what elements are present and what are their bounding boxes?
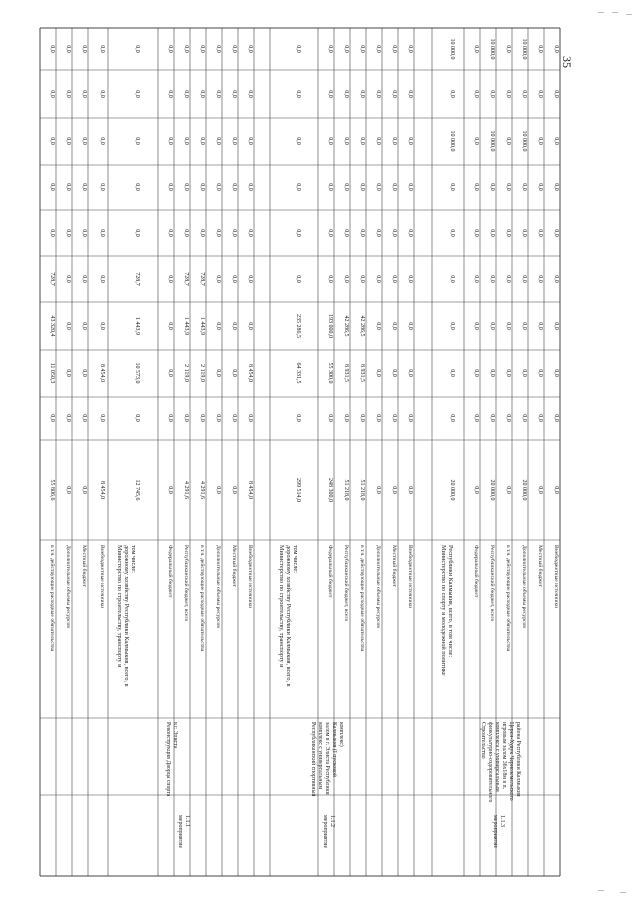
value-cell-2-3-5: 0,0 [359, 229, 365, 237]
value-cell-3-3-5: 0,0 [505, 229, 511, 237]
value-cell-2-4-0: 0,0 [375, 486, 381, 494]
value-cell-3-2-2: 0,0 [489, 369, 495, 377]
value-cell-2-2-0: 51 218,0 [343, 479, 349, 501]
value-cell-1-3-1: 0,0 [199, 414, 205, 422]
value-cell-1-0-3: 1 443,9 [134, 317, 140, 335]
value-cell-1-2-6: 0,0 [183, 183, 189, 191]
value-cell-0-0-9: 0,0 [49, 45, 55, 53]
source-label-1-1: Федеральный бюджет [167, 545, 173, 598]
source-label-2-5: Местный бюджет [391, 545, 397, 587]
value-cell-2-5-8: 0,0 [391, 90, 397, 98]
value-cell-2-4-9: 0,0 [375, 45, 381, 53]
value-cell-3-3-0: 0,0 [505, 486, 511, 494]
value-cell-2-2-9: 0,0 [343, 45, 349, 53]
value-cell-2-3-6: 0,0 [359, 183, 365, 191]
scan-speck [612, 12, 618, 13]
value-cell-2-0-6: 0,0 [295, 183, 301, 191]
value-cell-0-1-3: 0,0 [65, 322, 71, 330]
value-cell-3-4-8: 0,0 [521, 90, 527, 98]
value-cell-2-2-6: 0,0 [343, 183, 349, 191]
source-label-1-6: Внебюджетные источники [247, 545, 253, 609]
value-cell-2-6-4: 0,0 [407, 275, 413, 283]
source-label-2-0: Министерство по строительству, транспорту идорожному хозяйству Республики Калмыкия, всего, втом числе: [278, 545, 299, 687]
value-cell-1-5-8: 0,0 [231, 90, 237, 98]
value-cell-2-4-2: 0,0 [375, 369, 381, 377]
value-cell-2-0-8: 0,0 [295, 90, 301, 98]
value-cell-1-4-5: 0,0 [215, 229, 221, 237]
value-cell-1-6-1: 0,0 [247, 414, 253, 422]
value-cell-1-6-8: 0,0 [247, 90, 253, 98]
value-cell-1-3-8: 0,0 [199, 90, 205, 98]
value-cell-3-5-6: 0,0 [537, 183, 543, 191]
value-cell-0-2-8: 0,0 [81, 90, 87, 98]
value-cell-1-1-8: 0,0 [167, 90, 173, 98]
value-cell-2-6-2: 0,0 [407, 369, 413, 377]
source-label-2-2: Республиканский бюджет, всего [343, 545, 349, 622]
source-label-0-1: Дополнительные объемы ресурсов [65, 545, 71, 628]
source-label-1-3: в т.ч. действующие расходные обязательства [199, 545, 205, 652]
value-cell-0-0-4: 728,7 [49, 272, 55, 286]
value-cell-1-1-1: 0,0 [167, 414, 173, 422]
value-cell-2-6-9: 0,0 [407, 45, 413, 53]
value-cell-3-3-3: 0,0 [505, 322, 511, 330]
value-cell-1-2-8: 0,0 [183, 90, 189, 98]
value-cell-3-4-5: 0,0 [521, 229, 527, 237]
value-cell-1-2-9: 0,0 [183, 45, 189, 53]
value-cell-1-2-2: 2 119,0 [183, 364, 189, 382]
value-cell-2-4-4: 0,0 [375, 275, 381, 283]
value-cell-1-4-9: 0,0 [215, 45, 221, 53]
source-label-2-6: Внебюджетные источники [407, 545, 413, 609]
value-cell-1-6-6: 0,0 [247, 183, 253, 191]
value-cell-1-4-2: 0,0 [215, 369, 221, 377]
value-cell-3-5-9: 0,0 [537, 45, 543, 53]
table-cells [49, 39, 560, 849]
value-cell-0-0-1: 0,0 [49, 414, 55, 422]
value-cell-0-0-0: 55 806,6 [49, 479, 55, 501]
value-cell-1-1-3: 0,0 [167, 322, 173, 330]
value-cell-3-4-3: 0,0 [521, 322, 527, 330]
value-cell-3-0-6: 0,0 [449, 183, 455, 191]
value-cell-0-0-2: 11 050,3 [49, 362, 55, 384]
value-cell-1-5-9: 0,0 [231, 45, 237, 53]
value-cell-3-0-7: 10 000,0 [449, 130, 455, 152]
value-cell-2-4-3: 0,0 [375, 322, 381, 330]
value-cell-3-3-2: 0,0 [505, 369, 511, 377]
value-cell-1-4-0: 0,0 [215, 486, 221, 494]
value-cell-3-0-8: 0,0 [449, 90, 455, 98]
value-cell-3-6-8: 0,0 [553, 90, 559, 98]
value-cell-2-1-9: 0,0 [327, 45, 333, 53]
value-cell-2-6-6: 0,0 [407, 183, 413, 191]
value-cell-3-0-5: 0,0 [449, 229, 455, 237]
value-cell-2-1-6: 0,0 [327, 183, 333, 191]
value-cell-1-0-2: 10 573,0 [134, 362, 140, 384]
value-cell-3-1-6: 0,0 [473, 183, 479, 191]
value-cell-3-4-1: 0,0 [521, 414, 527, 422]
value-cell-1-5-4: 0,0 [231, 275, 237, 283]
value-cell-1-4-6: 0,0 [215, 183, 221, 191]
value-cell-2-4-8: 0,0 [375, 90, 381, 98]
value-cell-0-3-8: 0,0 [99, 90, 105, 98]
value-cell-2-3-0: 51 218,0 [359, 479, 365, 501]
value-cell-0-1-9: 0,0 [65, 45, 71, 53]
value-cell-2-0-9: 0,0 [295, 45, 301, 53]
value-cell-2-0-5: 0,0 [295, 229, 301, 237]
value-cell-2-1-5: 0,0 [327, 229, 333, 237]
value-cell-0-2-2: 0,0 [81, 369, 87, 377]
value-cell-3-6-7: 0,0 [553, 137, 559, 145]
value-cell-2-2-4: 0,0 [343, 275, 349, 283]
value-cell-0-3-3: 0,0 [99, 322, 105, 330]
value-cell-3-1-4: 0,0 [473, 275, 479, 283]
value-cell-1-1-9: 0,0 [167, 45, 173, 53]
value-cell-3-3-8: 0,0 [505, 90, 511, 98]
value-cell-1-3-7: 0,0 [199, 137, 205, 145]
value-cell-3-2-4: 0,0 [489, 275, 495, 283]
value-cell-3-4-4: 0,0 [521, 275, 527, 283]
source-label-2-1: Федеральный бюджет [327, 545, 333, 598]
scan-speck [620, 892, 626, 893]
value-cell-3-0-9: 10 000,0 [449, 38, 455, 60]
value-cell-3-5-2: 0,0 [537, 369, 543, 377]
value-cell-0-3-2: 8 454,0 [99, 364, 105, 382]
value-cell-2-1-3: 193 000,0 [327, 314, 333, 338]
value-cell-2-2-1: 0,0 [343, 414, 349, 422]
section-name-2: Республиканский спортивныйкомплекс с универсальнымзалом в г. Элиста РеспубликиКалмыкия (I пусковойкомплекс) [310, 722, 344, 797]
value-cell-1-3-0: 4 291,6 [199, 481, 205, 499]
value-cell-1-0-0: 12 745,6 [134, 479, 140, 501]
value-cell-2-4-5: 0,0 [375, 229, 381, 237]
value-cell-3-1-7: 0,0 [473, 137, 479, 145]
value-cell-3-2-1: 0,0 [489, 414, 495, 422]
value-cell-1-6-7: 0,0 [247, 137, 253, 145]
value-cell-1-2-5: 0,0 [183, 229, 189, 237]
value-cell-2-1-2: 55 300,0 [327, 362, 333, 384]
value-cell-0-2-3: 0,0 [81, 322, 87, 330]
value-cell-1-5-6: 0,0 [231, 183, 237, 191]
source-label-0-0: в т.ч. действующие расходные обязательства [49, 545, 55, 652]
value-cell-0-0-8: 0,0 [49, 90, 55, 98]
section-name-1: Реконструкция Дворца спортав г. Элиста [165, 722, 178, 797]
value-cell-1-2-4: 728,7 [183, 272, 189, 286]
value-cell-1-3-6: 0,0 [199, 183, 205, 191]
value-cell-2-6-5: 0,0 [407, 229, 413, 237]
value-cell-0-3-9: 0,0 [99, 45, 105, 53]
value-cell-2-0-1: 0,0 [295, 414, 301, 422]
value-cell-2-3-3: 42 286,5 [359, 315, 365, 337]
value-cell-0-0-5: 0,0 [49, 229, 55, 237]
value-cell-3-5-8: 0,0 [537, 90, 543, 98]
value-cell-3-6-0: 0,0 [553, 486, 559, 494]
value-cell-1-6-4: 0,0 [247, 275, 253, 283]
value-cell-1-0-4: 728,7 [134, 272, 140, 286]
value-cell-2-6-7: 0,0 [407, 137, 413, 145]
value-cell-3-4-9: 10 000,0 [521, 38, 527, 60]
source-label-1-0: Министерство по строительству, транспорту идорожному хозяйству Республики Калмыкия, всего, втом числе: [116, 545, 137, 687]
value-cell-3-2-5: 0,0 [489, 229, 495, 237]
scan-speck [598, 12, 604, 13]
section-code-1: мероприятие1.1.1 [177, 815, 190, 849]
source-label-3-2: Республиканский бюджет, всего [489, 545, 495, 622]
value-cell-0-2-9: 0,0 [81, 45, 87, 53]
value-cell-3-5-7: 0,0 [537, 137, 543, 145]
value-cell-3-2-0: 20 000,0 [489, 479, 495, 501]
value-cell-3-1-1: 0,0 [473, 414, 479, 422]
value-cell-1-1-4: 0,0 [167, 275, 173, 283]
value-cell-0-2-0: 0,0 [81, 486, 87, 494]
value-cell-2-1-4: 0,0 [327, 275, 333, 283]
value-cell-0-1-1: 0,0 [65, 414, 71, 422]
value-cell-0-2-5: 0,0 [81, 229, 87, 237]
value-cell-1-4-7: 0,0 [215, 137, 221, 145]
source-label-1-4: Дополнительные объемы ресурсов [215, 545, 221, 628]
source-label-3-6: Внебюджетные источники [553, 545, 559, 609]
scan-speck [598, 890, 604, 891]
value-cell-1-5-1: 0,0 [231, 414, 237, 422]
value-cell-3-3-7: 0,0 [505, 137, 511, 145]
source-label-1-5: Местный бюджет [231, 545, 237, 587]
value-cell-3-0-4: 0,0 [449, 275, 455, 283]
value-cell-2-2-2: 8 931,5 [343, 364, 349, 382]
value-cell-2-0-0: 299 514,0 [295, 478, 301, 502]
value-cell-2-1-8: 0,0 [327, 90, 333, 98]
value-cell-0-2-4: 0,0 [81, 275, 87, 283]
value-cell-0-1-4: 0,0 [65, 275, 71, 283]
value-cell-1-2-3: 1 443,9 [183, 317, 189, 335]
value-cell-1-4-1: 0,0 [215, 414, 221, 422]
value-cell-3-5-5: 0,0 [537, 229, 543, 237]
value-cell-2-4-7: 0,0 [375, 137, 381, 145]
value-cell-2-5-3: 0,0 [391, 322, 397, 330]
value-cell-2-2-8: 0,0 [343, 90, 349, 98]
value-cell-3-3-4: 0,0 [505, 275, 511, 283]
value-cell-3-0-1: 0,0 [449, 414, 455, 422]
value-cell-2-2-7: 0,0 [343, 137, 349, 145]
value-cell-0-3-0: 8 454,0 [99, 481, 105, 499]
value-cell-1-4-4: 0,0 [215, 275, 221, 283]
value-cell-1-6-5: 0,0 [247, 229, 253, 237]
value-cell-3-1-2: 0,0 [473, 369, 479, 377]
value-cell-3-5-3: 0,0 [537, 322, 543, 330]
value-cell-2-3-2: 8 931,5 [359, 364, 365, 382]
value-cell-1-1-2: 0,0 [167, 369, 173, 377]
value-cell-1-6-9: 0,0 [247, 45, 253, 53]
section-code-2: мероприятие1.1.2 [322, 815, 335, 849]
value-cell-3-6-2: 0,0 [553, 369, 559, 377]
value-cell-3-5-1: 0,0 [537, 414, 543, 422]
value-cell-2-2-5: 0,0 [343, 229, 349, 237]
value-cell-0-2-7: 0,0 [81, 137, 87, 145]
value-cell-2-5-5: 0,0 [391, 229, 397, 237]
source-label-1-2: Республиканский бюджет, всего [183, 545, 189, 622]
value-cell-2-5-4: 0,0 [391, 275, 397, 283]
value-cell-2-3-8: 0,0 [359, 90, 365, 98]
value-cell-0-1-8: 0,0 [65, 90, 71, 98]
value-cell-2-5-2: 0,0 [391, 369, 397, 377]
value-cell-2-1-7: 0,0 [327, 137, 333, 145]
value-cell-1-0-7: 0,0 [134, 137, 140, 145]
value-cell-0-3-5: 0,0 [99, 229, 105, 237]
value-cell-1-3-4: 728,7 [199, 272, 205, 286]
value-cell-1-4-8: 0,0 [215, 90, 221, 98]
value-cell-2-3-1: 0,0 [359, 414, 365, 422]
value-cell-2-1-0: 248 300,0 [327, 478, 333, 502]
value-cell-1-0-5: 0,0 [134, 229, 140, 237]
source-label-3-4: Дополнительные объемы ресурсов [521, 545, 527, 628]
value-cell-3-0-3: 0,0 [449, 322, 455, 330]
value-cell-0-1-5: 0,0 [65, 229, 71, 237]
value-cell-3-2-6: 0,0 [489, 183, 495, 191]
value-cell-3-2-3: 0,0 [489, 322, 495, 330]
value-cell-0-1-2: 0,0 [65, 369, 71, 377]
value-cell-1-0-9: 0,0 [134, 45, 140, 53]
value-cell-2-4-6: 0,0 [375, 183, 381, 191]
value-cell-1-1-6: 0,0 [167, 183, 173, 191]
source-label-2-4: Дополнительные объемы ресурсов [375, 545, 381, 628]
value-cell-1-1-0: 0,0 [167, 486, 173, 494]
value-cell-1-1-7: 0,0 [167, 137, 173, 145]
value-cell-2-0-2: 64 331,5 [295, 362, 301, 384]
value-cell-3-6-3: 0,0 [553, 322, 559, 330]
value-cell-2-2-3: 42 286,5 [343, 315, 349, 337]
value-cell-3-2-9: 10 000,0 [489, 38, 495, 60]
source-label-3-3: в т.ч. действующие расходные обязательства [505, 545, 511, 652]
value-cell-3-1-9: 0,0 [473, 45, 479, 53]
value-cell-0-1-0: 0,0 [65, 486, 71, 494]
section-code-3: мероприятие1.1.3 [492, 815, 505, 849]
value-cell-1-1-5: 0,0 [167, 229, 173, 237]
value-cell-0-1-6: 0,0 [65, 183, 71, 191]
value-cell-3-2-8: 0,0 [489, 90, 495, 98]
value-cell-3-5-0: 0,0 [537, 486, 543, 494]
value-cell-2-5-7: 0,0 [391, 137, 397, 145]
value-cell-3-6-9: 0,0 [553, 45, 559, 53]
value-cell-3-1-0: 0,0 [473, 486, 479, 494]
source-label-3-5: Местный бюджет [537, 545, 543, 587]
value-cell-3-4-0: 20 000,0 [521, 479, 527, 501]
page-number: 35 [560, 56, 574, 68]
value-cell-2-3-7: 0,0 [359, 137, 365, 145]
value-cell-3-6-5: 0,0 [553, 229, 559, 237]
value-cell-2-5-9: 0,0 [391, 45, 397, 53]
value-cell-0-2-1: 0,0 [81, 414, 87, 422]
value-cell-3-3-6: 0,0 [505, 183, 511, 191]
section-name-3: Строительствофизкультурно-оздоровительногокомплекса с универсальнымигровым залом 36х18м в п.Церен-Худук Черноземельскогорайона Республики Калмыкия [480, 722, 521, 803]
source-label-0-3: Внебюджетные источники [99, 545, 105, 609]
value-cell-2-0-4: 0,0 [295, 275, 301, 283]
value-cell-3-3-1: 0,0 [505, 414, 511, 422]
value-cell-3-6-4: 0,0 [553, 275, 559, 283]
value-cell-2-3-4: 0,0 [359, 275, 365, 283]
value-cell-0-3-4: 0,0 [99, 275, 105, 283]
value-cell-1-2-1: 0,0 [183, 414, 189, 422]
value-cell-1-3-9: 0,0 [199, 45, 205, 53]
source-label-2-3: в т.ч. действующие расходные обязательства [359, 545, 365, 652]
value-cell-3-6-1: 0,0 [553, 414, 559, 422]
value-cell-1-5-5: 0,0 [231, 229, 237, 237]
value-cell-3-1-5: 0,0 [473, 229, 479, 237]
value-cell-2-0-3: 235 286,5 [295, 314, 301, 338]
scan-speck [626, 14, 632, 15]
value-cell-0-0-3: 43 320,4 [49, 315, 55, 337]
value-cell-1-3-3: 1 443,9 [199, 317, 205, 335]
value-cell-2-6-1: 0,0 [407, 414, 413, 422]
value-cell-2-0-7: 0,0 [295, 137, 301, 145]
value-cell-1-5-0: 0,0 [231, 486, 237, 494]
value-cell-1-3-2: 2 119,0 [199, 364, 205, 382]
source-label-3-0: Министерство по спорту и молодежной политикеРеспублики Калмыкия, всего, в том числе: [440, 545, 454, 676]
value-cell-2-5-1: 0,0 [391, 414, 397, 422]
value-cell-3-0-2: 0,0 [449, 369, 455, 377]
value-cell-0-0-7: 0,0 [49, 137, 55, 145]
source-label-0-2: Местный бюджет [81, 545, 87, 587]
value-cell-1-0-1: 0,0 [134, 414, 140, 422]
value-cell-2-6-0: 0,0 [407, 486, 413, 494]
source-label-3-1: Федеральный бюджет [473, 545, 479, 598]
value-cell-1-2-0: 4 291,6 [183, 481, 189, 499]
value-cell-1-6-2: 8 454,0 [247, 364, 253, 382]
value-cell-1-4-3: 0,0 [215, 322, 221, 330]
value-cell-3-0-0: 20 000,0 [449, 479, 455, 501]
value-cell-1-6-0: 8 454,0 [247, 481, 253, 499]
value-cell-2-5-6: 0,0 [391, 183, 397, 191]
value-cell-3-3-9: 0,0 [505, 45, 511, 53]
value-cell-1-3-5: 0,0 [199, 229, 205, 237]
value-cell-3-2-7: 10 000,0 [489, 130, 495, 152]
value-cell-1-2-7: 0,0 [183, 137, 189, 145]
value-cell-3-5-4: 0,0 [537, 275, 543, 283]
value-cell-3-6-6: 0,0 [553, 183, 559, 191]
value-cell-3-1-8: 0,0 [473, 90, 479, 98]
value-cell-0-1-7: 0,0 [65, 137, 71, 145]
value-cell-2-6-8: 0,0 [407, 90, 413, 98]
value-cell-3-4-2: 0,0 [521, 369, 527, 377]
value-cell-0-0-6: 0,0 [49, 183, 55, 191]
value-cell-2-1-1: 0,0 [327, 414, 333, 422]
value-cell-3-4-6: 0,0 [521, 183, 527, 191]
value-cell-2-4-1: 0,0 [375, 414, 381, 422]
value-cell-0-3-6: 0,0 [99, 183, 105, 191]
value-cell-2-6-3: 0,0 [407, 322, 413, 330]
value-cell-3-4-7: 10 000,0 [521, 130, 527, 152]
value-cell-1-6-3: 0,0 [247, 322, 253, 330]
value-cell-0-3-7: 0,0 [99, 137, 105, 145]
value-cell-1-0-6: 0,0 [134, 183, 140, 191]
value-cell-0-3-1: 0,0 [99, 414, 105, 422]
value-cell-2-3-9: 0,0 [359, 45, 365, 53]
value-cell-3-1-3: 0,0 [473, 322, 479, 330]
value-cell-1-0-8: 0,0 [134, 90, 140, 98]
value-cell-2-5-0: 0,0 [391, 486, 397, 494]
value-cell-1-5-3: 0,0 [231, 322, 237, 330]
value-cell-1-5-7: 0,0 [231, 137, 237, 145]
value-cell-0-2-6: 0,0 [81, 183, 87, 191]
value-cell-1-5-2: 0,0 [231, 369, 237, 377]
